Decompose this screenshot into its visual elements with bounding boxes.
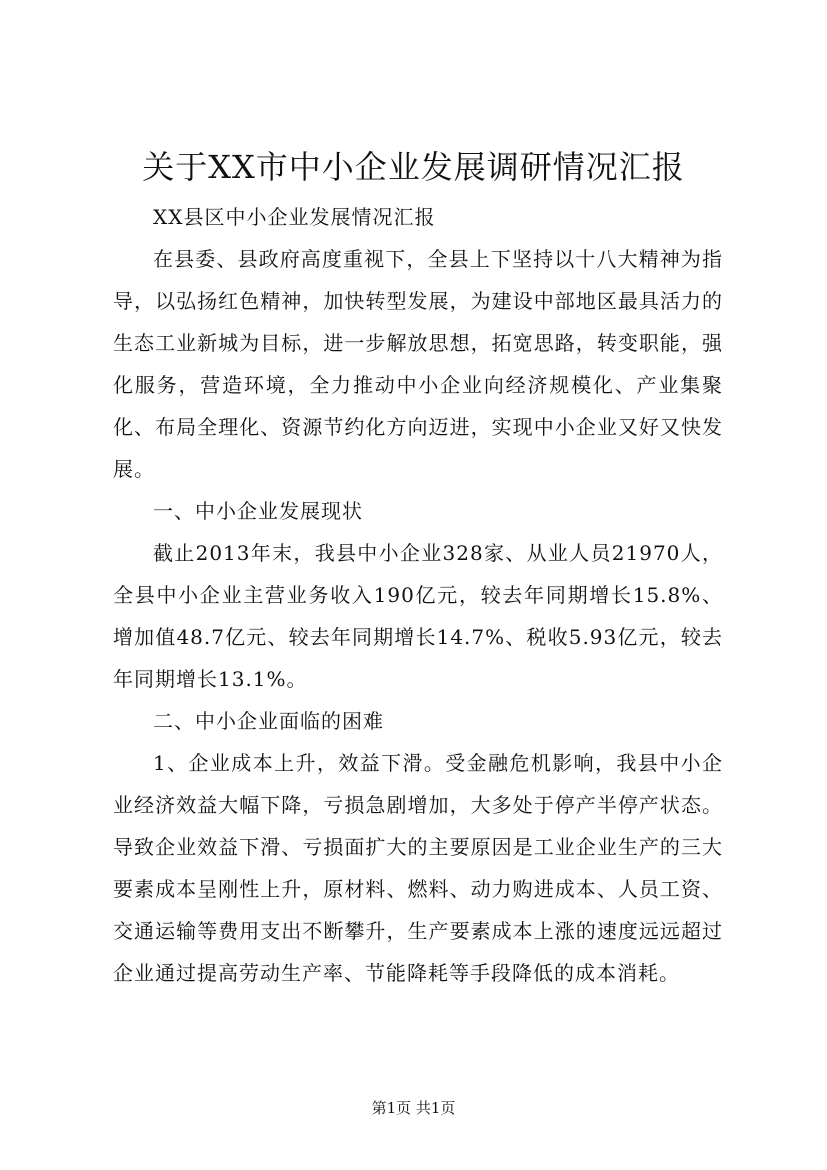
status-paragraph: 截止2013年末，我县中小企业328家、从业人员21970人，全县中小企业主营业务收入190亿元，较去年同期增长15.8%、增加值48.7亿元、较去年同期增长14.7%、税收5.93亿元，较去年同期增长13.1%。	[113, 541, 723, 691]
section-heading-difficulties: 二、中小企业面临的困难	[153, 709, 384, 733]
subtitle-paragraph: XX县区中小企业发展情况汇报	[153, 205, 436, 229]
page-footer: 第1页 共1页	[371, 1099, 456, 1117]
document-title: 关于XX市中小企业发展调研情况汇报	[142, 148, 685, 186]
intro-paragraph: 在县委、县政府高度重视下，全县上下坚持以十八大精神为指导，以弘扬红色精神，加快转型发展，为建设中部地区最具活力的生态工业新城为目标，进一步解放思想，拓宽思路，转变职能，强化服务，营造环境，全力推动中小企业向经济规模化、产业集聚化、布局全理化、资源节约化方向迈进，实现中小企业又好又快发展。	[113, 247, 723, 481]
difficulty-paragraph: 1、企业成本上升，效益下滑。受金融危机影响，我县中小企业经济效益大幅下降，亏损急剧增加，大多处于停产半停产状态。导致企业效益下滑、亏损面扩大的主要原因是工业企业生产的三大要素成本呈刚性上升，原材料、燃料、动力购进成本、人员工资、交通运输等费用支出不断攀升，生产要素成本上涨的速度远远超过企业通过提高劳动生产率、节能降耗等手段降低的成本消耗。	[113, 751, 723, 985]
document-body	[113, 196, 723, 994]
section-heading-status: 一、中小企业发展现状	[153, 499, 363, 523]
